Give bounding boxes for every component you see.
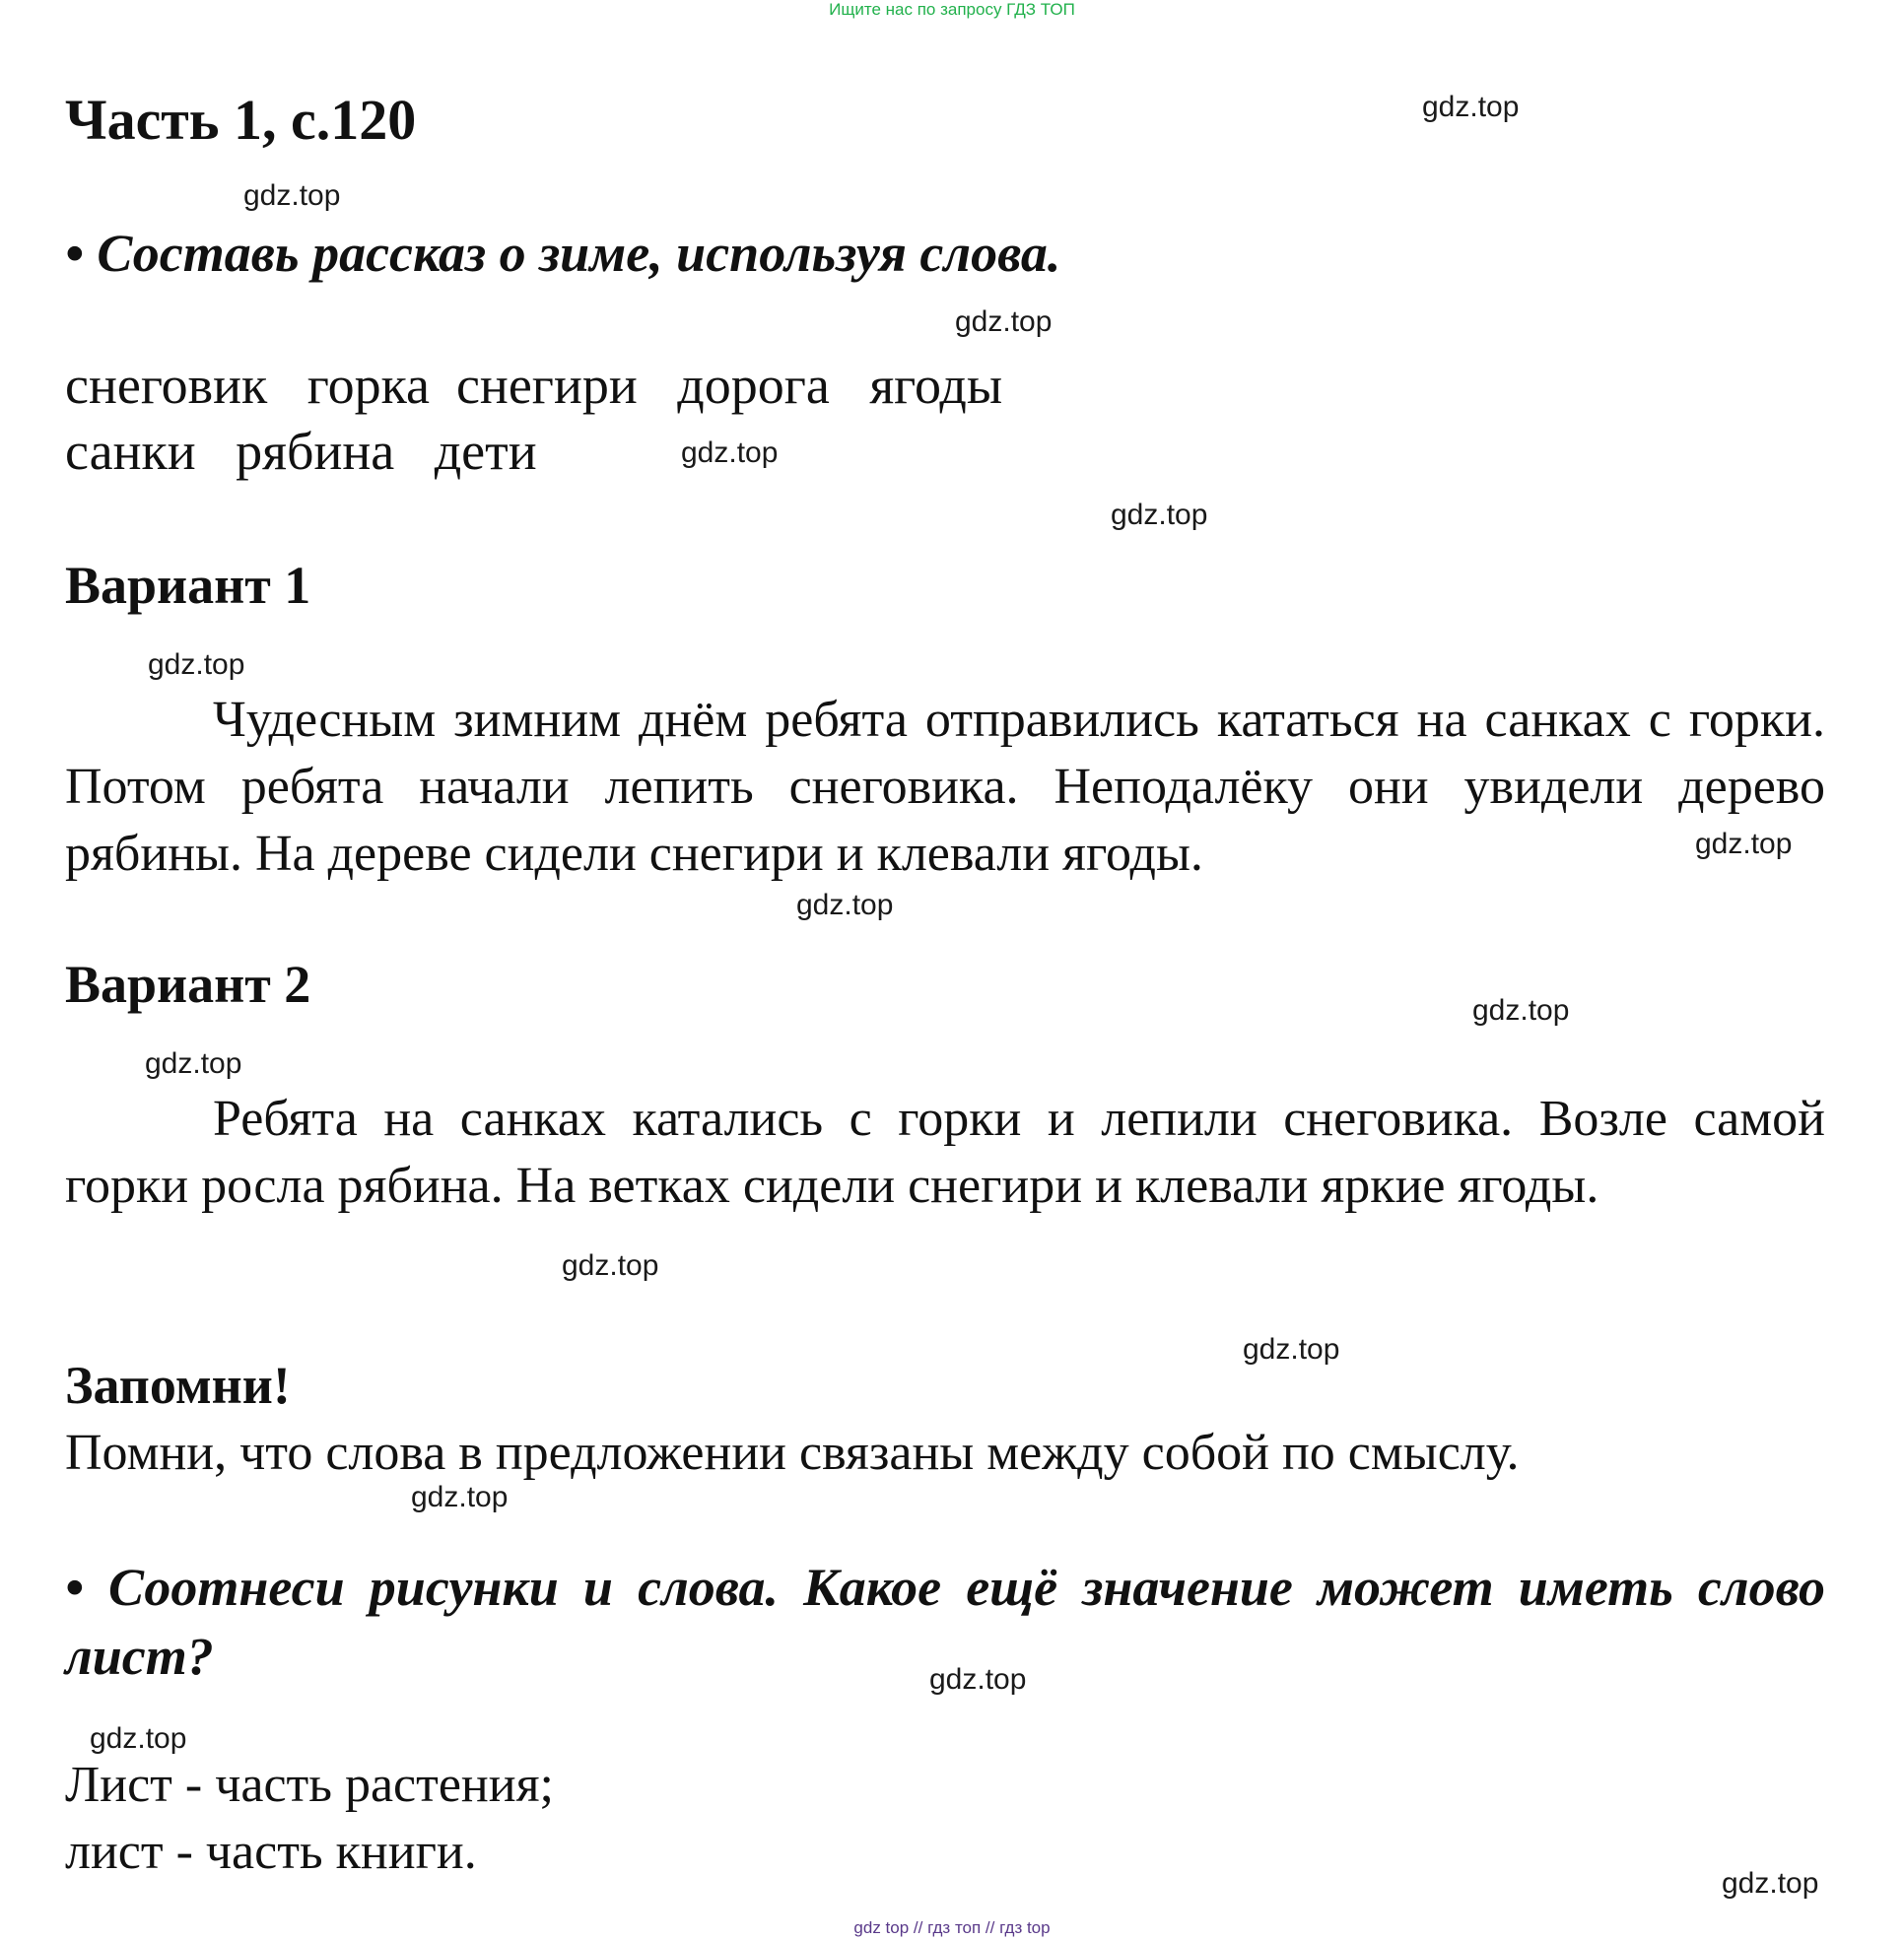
watermark: gdz.top — [1422, 91, 1520, 123]
watermark: gdz.top — [90, 1722, 187, 1755]
watermark: gdz.top — [955, 305, 1053, 338]
variant-2-story: Ребята на санках катались с горки и лепили снеговика. Возле самой горки росла рябина. На ветках сидели снегири и клевали яркие ягоды. — [65, 1091, 1825, 1214]
variant-1-story: Чудесным зимним днём ребята отправились кататься на санках с горки. Потом ребята начали лепить снеговика. Неподалёку они увидели дерево рябины. На дереве сидели снегири и клевали ягоды. — [65, 692, 1825, 882]
answer-line: лист - часть книги. — [65, 1824, 477, 1880]
watermark: gdz.top — [145, 1047, 242, 1080]
variant-1-heading: Вариант 1 — [65, 556, 311, 615]
watermark: gdz.top — [562, 1249, 659, 1282]
watermark: gdz.top — [1722, 1867, 1819, 1900]
variant-2-text — [65, 1086, 1825, 1220]
footer-links: gdz top // гдз топ // гдз top — [853, 1918, 1051, 1937]
remember-text: Помни, что слова в предложении связаны между собой по смыслу. — [65, 1425, 1520, 1481]
variant-2-heading: Вариант 2 — [65, 955, 311, 1014]
watermark: gdz.top — [148, 648, 245, 681]
watermark: gdz.top — [1695, 828, 1793, 860]
page-title: Часть 1, с.120 — [65, 88, 417, 152]
task-2-instruction: • Соотнеси рисунки и слова. Какое ещё значение может иметь слово лист? — [65, 1558, 1825, 1686]
top-banner: Ищите нас по запросу ГДЗ ТОП — [829, 0, 1075, 19]
watermark: gdz.top — [1472, 994, 1570, 1027]
watermark: gdz.top — [681, 436, 779, 469]
watermark: gdz.top — [1111, 499, 1208, 531]
word-list-line: снеговик горка снегири дорога ягоды — [65, 356, 1003, 415]
word-list-line: санки рябина дети — [65, 422, 537, 481]
watermark: gdz.top — [796, 889, 894, 921]
watermark: gdz.top — [929, 1663, 1027, 1696]
answer-line: Лист - часть растения; — [65, 1757, 554, 1813]
task-instruction: • Составь рассказ о зиме, используя слова. — [65, 224, 1061, 283]
watermark: gdz.top — [243, 179, 341, 212]
watermark: gdz.top — [411, 1481, 509, 1513]
variant-1-text — [65, 687, 1825, 888]
remember-heading: Запомни! — [65, 1356, 291, 1415]
watermark: gdz.top — [1243, 1333, 1340, 1366]
